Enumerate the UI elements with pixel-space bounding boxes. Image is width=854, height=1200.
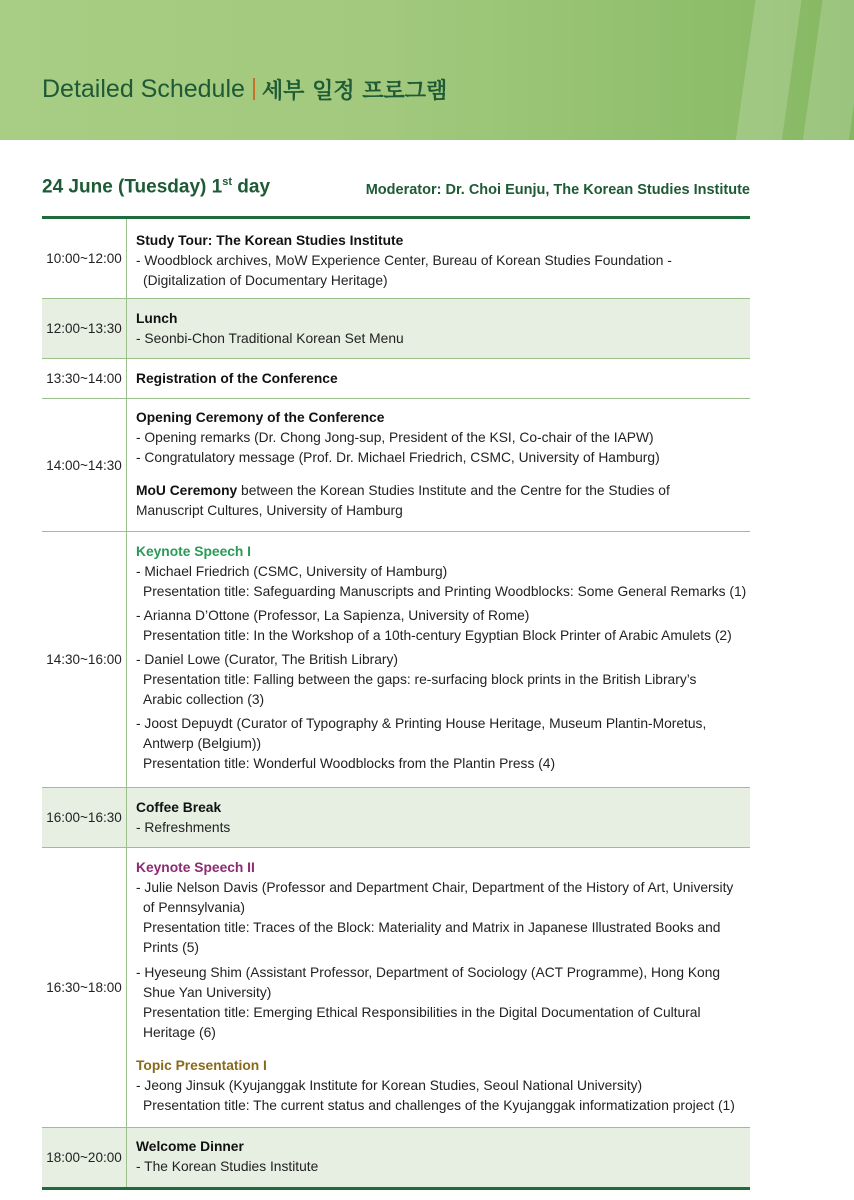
speaker-line: - Julie Nelson Davis (Professor and Department Chair, Department of the History of Art, University	[136, 880, 734, 895]
speaker-line: - Jeong Jinsuk (Kyujanggak Institute for Korean Studies, Seoul National University)	[136, 1078, 643, 1093]
page-header-banner	[0, 0, 854, 140]
speaker-line: Shue Yan University)	[143, 985, 272, 1000]
schedule-row-lunch	[42, 299, 750, 359]
row-content	[127, 359, 750, 398]
row-detail: - Refreshments	[136, 820, 231, 835]
speaker-line: Antwerp (Belgium))	[143, 736, 262, 751]
row-title: Lunch	[136, 311, 178, 326]
row-content	[127, 532, 750, 787]
row-content	[127, 399, 750, 531]
row-time: 10:00~12:00	[42, 219, 127, 298]
row-time: 16:00~16:30	[42, 788, 127, 847]
row-content	[127, 219, 750, 298]
schedule-row-registration	[42, 359, 750, 399]
row-time: 16:30~18:00	[42, 848, 127, 1127]
speaker-line: of Pennsylvania)	[143, 900, 246, 915]
row-content	[127, 1128, 750, 1187]
page-title	[42, 72, 447, 106]
row-time: 12:00~13:30	[42, 299, 127, 358]
presentation-title: Presentation title: Wonderful Woodblocks from the Plantin Press (4)	[143, 756, 556, 771]
schedule-row-welcome-dinner	[42, 1128, 750, 1190]
row-detail: - Congratulatory message (Prof. Dr. Michael Friedrich, CSMC, University of Hamburg)	[136, 450, 660, 465]
decorative-stripe	[732, 0, 805, 140]
presentation-title: Presentation title: In the Workshop of a 10th-century Egyptian Block Printer of Arabic Amulets (2)	[143, 628, 732, 643]
moderator: Moderator: Dr. Choi Eunju, The Korean Studies Institute	[365, 182, 750, 198]
presentation-title: Presentation title: Safeguarding Manuscripts and Printing Woodblocks: Some General Remarks (1)	[143, 584, 747, 599]
speaker-line: - Daniel Lowe (Curator, The British Library)	[136, 652, 398, 667]
day-heading	[42, 176, 750, 206]
row-detail: - Seonbi-Chon Traditional Korean Set Menu	[136, 331, 404, 346]
speaker-line: - Joost Depuydt (Curator of Typography & Printing House Heritage, Museum Plantin-Moretus,	[136, 716, 707, 731]
title-separator	[253, 78, 255, 100]
row-content	[127, 299, 750, 358]
row-title: Opening Ceremony of the Conference	[136, 410, 385, 425]
row-detail: - Opening remarks (Dr. Chong Jong-sup, President of the KSI, Co-chair of the IAPW)	[136, 430, 654, 445]
row-detail: - The Korean Studies Institute	[136, 1159, 319, 1174]
speaker-line: - Arianna D’Ottone (Professor, La Sapienza, University of Rome)	[136, 608, 530, 623]
row-time: 14:30~16:00	[42, 532, 127, 787]
row-title: Keynote Speech II	[136, 860, 255, 875]
presentation-title: Presentation title: Falling between the gaps: re-surfacing block prints in the British Library’s	[143, 672, 697, 687]
presentation-title: Arabic collection (3)	[143, 692, 265, 707]
row-time: 18:00~20:00	[42, 1128, 127, 1187]
row-time: 14:00~14:30	[42, 399, 127, 531]
decorative-stripe	[799, 0, 854, 140]
speaker-line: - Michael Friedrich (CSMC, University of Hamburg)	[136, 564, 448, 579]
schedule-row-coffee-break	[42, 788, 750, 848]
row-title: Welcome Dinner	[136, 1139, 244, 1154]
schedule-table	[42, 216, 750, 1190]
row-content	[127, 788, 750, 847]
speaker-line: - Hyeseung Shim (Assistant Professor, Department of Sociology (ACT Programme), Hong Kong	[136, 965, 721, 980]
presentation-title: Prints (5)	[143, 940, 199, 955]
presentation-title: Heritage (6)	[143, 1025, 216, 1040]
presentation-title: Presentation title: The current status and challenges of the Kyujanggak informatization project (1)	[143, 1098, 735, 1113]
row-title: Registration of the Conference	[136, 370, 338, 386]
presentation-title: Presentation title: Emerging Ethical Responsibilities in the Digital Documentation of Cultural	[143, 1005, 701, 1020]
schedule-row-opening-ceremony	[42, 399, 750, 532]
page-title-english: Detailed Schedule	[42, 74, 245, 103]
day-title: 24 June (Tuesday) 1st day	[42, 176, 271, 198]
schedule-row-study-tour	[42, 219, 750, 299]
topic-presentation-title: Topic Presentation I	[136, 1058, 267, 1073]
presentation-title: Presentation title: Traces of the Block: Materiality and Matrix in Japanese Illustrated Books and	[143, 920, 721, 935]
schedule-row-keynote-1	[42, 532, 750, 788]
mou-ceremony-line: Manuscript Cultures, University of Hamburg	[136, 503, 403, 518]
row-title: Study Tour: The Korean Studies Institute	[136, 233, 404, 248]
row-content	[127, 848, 750, 1127]
page-title-korean: 세부 일정 프로그램	[261, 78, 448, 104]
row-title: Keynote Speech I	[136, 544, 252, 559]
row-title: Coffee Break	[136, 800, 222, 815]
row-detail: (Digitalization of Documentary Heritage)	[143, 273, 388, 288]
schedule-row-keynote-2	[42, 848, 750, 1128]
row-detail: - Woodblock archives, MoW Experience Center, Bureau of Korean Studies Foundation -	[136, 253, 672, 268]
mou-ceremony-line: MoU Ceremony between the Korean Studies Institute and the Centre for the Studies of	[136, 483, 670, 498]
row-time: 13:30~14:00	[42, 359, 127, 398]
